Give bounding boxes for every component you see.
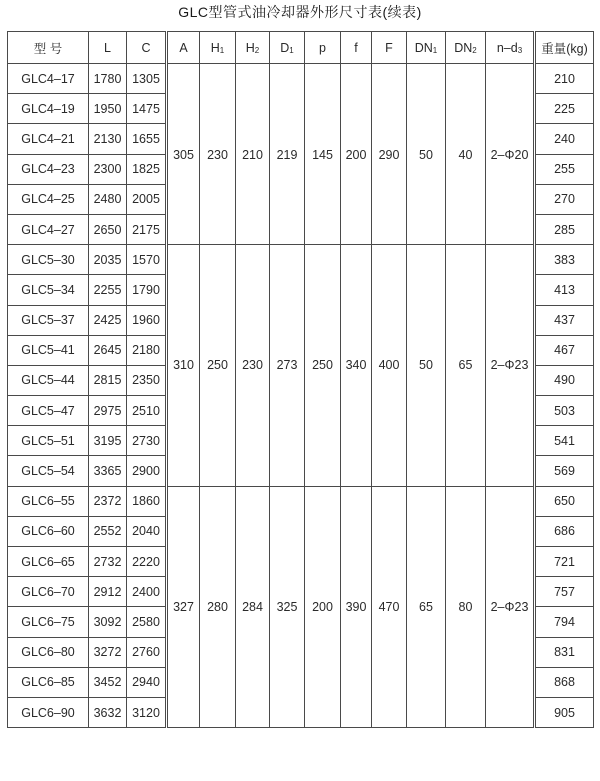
weight-cell: 383 bbox=[535, 245, 594, 275]
model-cell: GLC6–60 bbox=[8, 516, 89, 546]
l-cell: 2650 bbox=[89, 214, 127, 244]
model-cell: GLC6–70 bbox=[8, 577, 89, 607]
weight-cell: 437 bbox=[535, 305, 594, 335]
c-cell: 2510 bbox=[127, 396, 167, 426]
h1-cell: 230 bbox=[200, 64, 236, 245]
h1-cell: 250 bbox=[200, 245, 236, 487]
c-cell: 1960 bbox=[127, 305, 167, 335]
group-glc6 bbox=[8, 486, 594, 728]
c-cell: 1570 bbox=[127, 245, 167, 275]
weight-cell: 210 bbox=[535, 64, 594, 94]
weight-cell: 868 bbox=[535, 667, 594, 697]
h1-cell: 280 bbox=[200, 486, 236, 728]
weight-cell: 650 bbox=[535, 486, 594, 516]
model-cell: GLC5–44 bbox=[8, 365, 89, 395]
c-cell: 2760 bbox=[127, 637, 167, 667]
group-glc5 bbox=[8, 245, 594, 487]
model-cell: GLC4–17 bbox=[8, 64, 89, 94]
f-cell: 390 bbox=[341, 486, 372, 728]
l-cell: 3272 bbox=[89, 637, 127, 667]
header-c: C bbox=[127, 32, 167, 64]
c-cell: 1825 bbox=[127, 154, 167, 184]
dn1-cell: 65 bbox=[407, 486, 446, 728]
l-cell: 2975 bbox=[89, 396, 127, 426]
model-cell: GLC5–47 bbox=[8, 396, 89, 426]
a-cell: 327 bbox=[167, 486, 200, 728]
header-model: 型 号 bbox=[8, 32, 89, 64]
l-cell: 2300 bbox=[89, 154, 127, 184]
model-cell: GLC6–65 bbox=[8, 547, 89, 577]
weight-cell: 757 bbox=[535, 577, 594, 607]
dimension-table bbox=[7, 31, 594, 728]
model-cell: GLC6–75 bbox=[8, 607, 89, 637]
l-cell: 2815 bbox=[89, 365, 127, 395]
header-row bbox=[8, 32, 594, 64]
model-cell: GLC4–23 bbox=[8, 154, 89, 184]
l-cell: 2912 bbox=[89, 577, 127, 607]
l-cell: 3365 bbox=[89, 456, 127, 486]
c-cell: 2940 bbox=[127, 667, 167, 697]
d1-cell: 325 bbox=[270, 486, 305, 728]
dn1-cell: 50 bbox=[407, 245, 446, 487]
l-cell: 2255 bbox=[89, 275, 127, 305]
l-cell: 2552 bbox=[89, 516, 127, 546]
model-cell: GLC5–54 bbox=[8, 456, 89, 486]
header-F: F bbox=[372, 32, 407, 64]
nd3-cell: 2–Φ23 bbox=[486, 245, 535, 487]
header-dn1: DN1 bbox=[407, 32, 446, 64]
weight-cell: 503 bbox=[535, 396, 594, 426]
F-cell: 470 bbox=[372, 486, 407, 728]
c-cell: 2005 bbox=[127, 184, 167, 214]
l-cell: 3195 bbox=[89, 426, 127, 456]
nd3-cell: 2–Φ23 bbox=[486, 486, 535, 728]
nd3-cell: 2–Φ20 bbox=[486, 64, 535, 245]
model-cell: GLC5–37 bbox=[8, 305, 89, 335]
group-glc4 bbox=[8, 64, 594, 245]
weight-cell: 240 bbox=[535, 124, 594, 154]
c-cell: 1655 bbox=[127, 124, 167, 154]
d1-cell: 273 bbox=[270, 245, 305, 487]
dn2-cell: 40 bbox=[446, 64, 486, 245]
h2-cell: 284 bbox=[236, 486, 270, 728]
h2-cell: 230 bbox=[236, 245, 270, 487]
header-a: A bbox=[167, 32, 200, 64]
model-cell: GLC5–41 bbox=[8, 335, 89, 365]
c-cell: 3120 bbox=[127, 697, 167, 727]
l-cell: 2480 bbox=[89, 184, 127, 214]
c-cell: 1860 bbox=[127, 486, 167, 516]
model-cell: GLC6–85 bbox=[8, 667, 89, 697]
weight-cell: 285 bbox=[535, 214, 594, 244]
l-cell: 2130 bbox=[89, 124, 127, 154]
dn2-cell: 65 bbox=[446, 245, 486, 487]
header-weight: 重量(kg) bbox=[535, 32, 594, 64]
header-nd3: n–d3 bbox=[486, 32, 535, 64]
header-f: f bbox=[341, 32, 372, 64]
model-cell: GLC6–90 bbox=[8, 697, 89, 727]
l-cell: 3092 bbox=[89, 607, 127, 637]
l-cell: 3632 bbox=[89, 697, 127, 727]
weight-cell: 255 bbox=[535, 154, 594, 184]
model-cell: GLC5–30 bbox=[8, 245, 89, 275]
a-cell: 305 bbox=[167, 64, 200, 245]
table-row bbox=[8, 486, 594, 516]
weight-cell: 686 bbox=[535, 516, 594, 546]
l-cell: 2732 bbox=[89, 547, 127, 577]
c-cell: 1475 bbox=[127, 94, 167, 124]
model-cell: GLC6–55 bbox=[8, 486, 89, 516]
weight-cell: 467 bbox=[535, 335, 594, 365]
c-cell: 1790 bbox=[127, 275, 167, 305]
F-cell: 290 bbox=[372, 64, 407, 245]
c-cell: 1305 bbox=[127, 64, 167, 94]
d1-cell: 219 bbox=[270, 64, 305, 245]
p-cell: 250 bbox=[305, 245, 341, 487]
dn2-cell: 80 bbox=[446, 486, 486, 728]
f-cell: 200 bbox=[341, 64, 372, 245]
p-cell: 145 bbox=[305, 64, 341, 245]
weight-cell: 413 bbox=[535, 275, 594, 305]
table-row bbox=[8, 64, 594, 94]
header-l: L bbox=[89, 32, 127, 64]
header-p: p bbox=[305, 32, 341, 64]
c-cell: 2400 bbox=[127, 577, 167, 607]
l-cell: 2645 bbox=[89, 335, 127, 365]
c-cell: 2220 bbox=[127, 547, 167, 577]
c-cell: 2900 bbox=[127, 456, 167, 486]
l-cell: 1780 bbox=[89, 64, 127, 94]
weight-cell: 569 bbox=[535, 456, 594, 486]
f-cell: 340 bbox=[341, 245, 372, 487]
l-cell: 1950 bbox=[89, 94, 127, 124]
header-dn2: DN2 bbox=[446, 32, 486, 64]
p-cell: 200 bbox=[305, 486, 341, 728]
header-d1: D1 bbox=[270, 32, 305, 64]
c-cell: 2040 bbox=[127, 516, 167, 546]
dn1-cell: 50 bbox=[407, 64, 446, 245]
F-cell: 400 bbox=[372, 245, 407, 487]
weight-cell: 905 bbox=[535, 697, 594, 727]
c-cell: 2730 bbox=[127, 426, 167, 456]
model-cell: GLC5–51 bbox=[8, 426, 89, 456]
table-row bbox=[8, 245, 594, 275]
c-cell: 2180 bbox=[127, 335, 167, 365]
weight-cell: 541 bbox=[535, 426, 594, 456]
h2-cell: 210 bbox=[236, 64, 270, 245]
c-cell: 2175 bbox=[127, 214, 167, 244]
c-cell: 2350 bbox=[127, 365, 167, 395]
weight-cell: 270 bbox=[535, 184, 594, 214]
l-cell: 2372 bbox=[89, 486, 127, 516]
model-cell: GLC6–80 bbox=[8, 637, 89, 667]
weight-cell: 794 bbox=[535, 607, 594, 637]
weight-cell: 490 bbox=[535, 365, 594, 395]
weight-cell: 831 bbox=[535, 637, 594, 667]
model-cell: GLC4–27 bbox=[8, 214, 89, 244]
a-cell: 310 bbox=[167, 245, 200, 487]
model-cell: GLC4–21 bbox=[8, 124, 89, 154]
weight-cell: 721 bbox=[535, 547, 594, 577]
model-cell: GLC5–34 bbox=[8, 275, 89, 305]
page-title: GLC型管式油冷却器外形尺寸表(续表) bbox=[178, 4, 422, 20]
header-h2: H2 bbox=[236, 32, 270, 64]
weight-cell: 225 bbox=[535, 94, 594, 124]
l-cell: 2035 bbox=[89, 245, 127, 275]
l-cell: 3452 bbox=[89, 667, 127, 697]
model-cell: GLC4–19 bbox=[8, 94, 89, 124]
model-cell: GLC4–25 bbox=[8, 184, 89, 214]
header-h1: H1 bbox=[200, 32, 236, 64]
c-cell: 2580 bbox=[127, 607, 167, 637]
l-cell: 2425 bbox=[89, 305, 127, 335]
